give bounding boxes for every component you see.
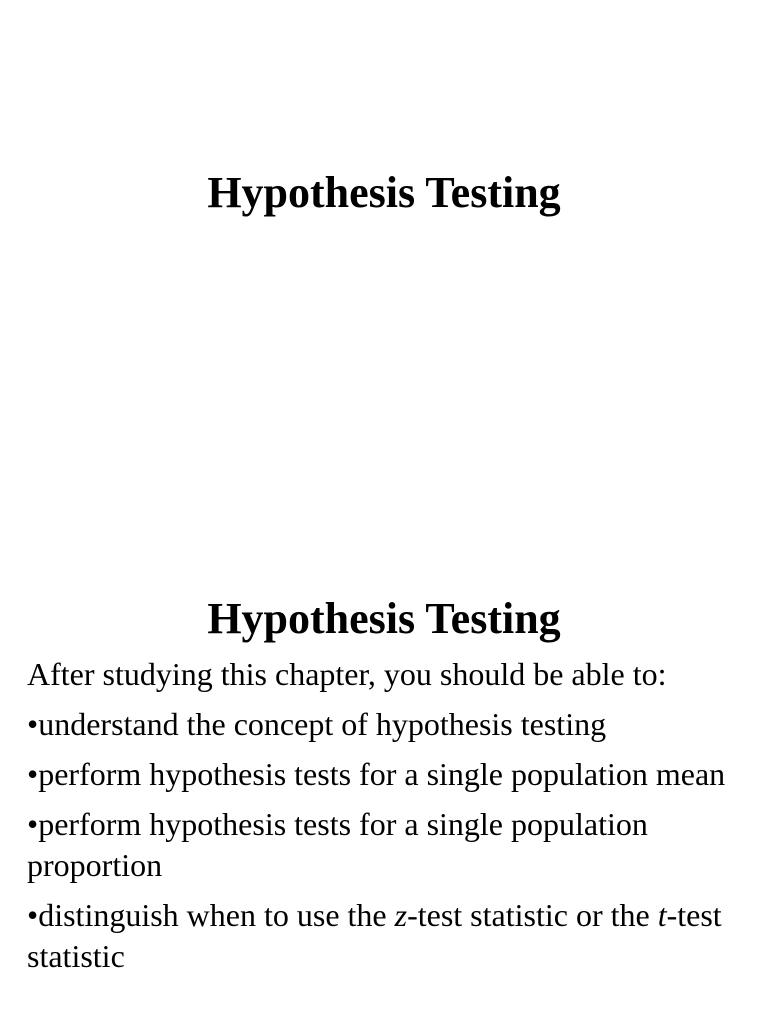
bullet-text: -test statistic	[27, 897, 722, 974]
bullet-text: perform hypothesis tests for a single population proportion	[27, 806, 648, 883]
bullet-item	[27, 804, 739, 886]
bullet-marker: •	[27, 756, 39, 792]
bullet-marker: •	[27, 897, 39, 933]
bullet-text: understand the concept of hypothesis testing	[38, 706, 607, 742]
t-symbol: t	[657, 897, 667, 933]
bullet-item	[27, 704, 739, 745]
slide-title: Hypothesis Testing	[207, 168, 561, 217]
bullet-item	[27, 754, 739, 795]
bullet-text: distinguish when to use the	[38, 897, 395, 933]
slide-content	[27, 654, 739, 986]
z-symbol: z	[394, 897, 408, 933]
intro-text: After studying this chapter, you should be able to:	[27, 656, 667, 692]
bullet-text: perform hypothesis tests for a single population mean	[38, 756, 726, 792]
slide-title: Hypothesis Testing	[207, 594, 561, 643]
bullet-marker: •	[27, 806, 39, 842]
bullet-item	[27, 895, 739, 977]
bullet-text: -test statistic or the	[407, 897, 658, 933]
bullet-marker: •	[27, 706, 39, 742]
